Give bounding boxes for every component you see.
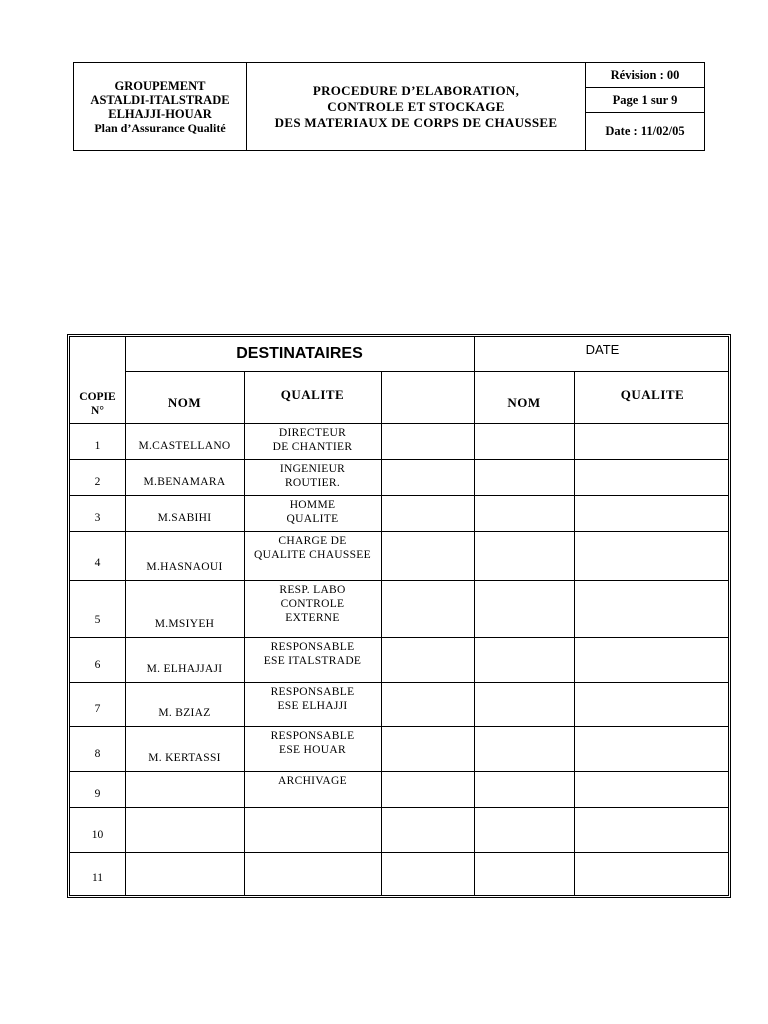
date-nom-header: NOM	[507, 395, 541, 410]
document-header	[73, 62, 705, 151]
copy-number: 1	[94, 440, 101, 452]
recipient-name: M. BZIAZ	[158, 707, 211, 719]
grid-line	[70, 807, 728, 808]
recipient-qualite	[244, 423, 381, 459]
qualite-line: RESPONSABLE	[270, 686, 355, 698]
qualite-line: ESE ITALSTRADE	[263, 655, 362, 667]
qualite-line: ARCHIVAGE	[278, 775, 347, 787]
organization-block	[74, 63, 247, 150]
qualite-line: QUALITE	[286, 513, 339, 525]
copy-number: 7	[94, 703, 101, 715]
recipient-name: M. KERTASSI	[148, 752, 221, 764]
copy-number: 6	[94, 659, 101, 671]
plan-label: Plan d’Assurance Qualité	[94, 120, 226, 135]
recipient-qualite	[244, 580, 381, 637]
qualite-line: DE CHANTIER	[272, 441, 353, 453]
recipient-name: M.SABIHI	[157, 512, 212, 524]
copy-number: 11	[91, 872, 104, 884]
revision-label: Révision : 00	[586, 63, 704, 88]
copy-number: 4	[94, 557, 101, 569]
copy-number: 8	[94, 748, 101, 760]
recipient-qualite	[244, 459, 381, 495]
recipient-qualite	[244, 682, 381, 726]
title-line: DES MATERIAUX DE CORPS DE CHAUSSEE	[274, 114, 558, 130]
qualite-line: INGENIEUR	[279, 463, 346, 475]
grid-line	[574, 371, 575, 895]
grid-line	[70, 852, 728, 853]
grid-line	[70, 771, 728, 772]
qualite-line: QUALITE CHAUSSEE	[254, 549, 371, 561]
page-label: Page 1 sur 9	[586, 88, 704, 113]
date-qualite-header: QUALITE	[620, 387, 685, 402]
recipient-qualite	[244, 495, 381, 531]
grid-line	[125, 371, 728, 372]
qualite-line: CHARGE DE	[278, 535, 347, 547]
recipient-name: M.HASNAOUI	[146, 561, 223, 573]
org-line: ASTALDI-ITALSTRADE	[90, 92, 230, 107]
recipient-qualite	[244, 531, 381, 580]
destinataires-title: DESTINATAIRES	[236, 345, 363, 362]
recipient-qualite	[244, 726, 381, 771]
recipient-name: M.MSIYEH	[154, 618, 215, 630]
grid-line	[381, 371, 382, 895]
title-line: CONTROLE ET STOCKAGE	[327, 98, 505, 114]
distribution-table	[67, 334, 731, 898]
org-line: GROUPEMENT	[114, 78, 206, 93]
qualite-line: CONTROLE	[280, 598, 345, 610]
qualite-header: QUALITE	[280, 387, 345, 402]
recipient-qualite	[244, 637, 381, 682]
copy-number: 2	[94, 476, 101, 488]
recipient-qualite	[244, 771, 381, 807]
date-label: Date : 11/02/05	[605, 124, 685, 138]
title-line: PROCEDURE D’ELABORATION,	[312, 82, 520, 98]
copy-number: 3	[94, 512, 101, 524]
qualite-line: DIRECTEUR	[278, 427, 347, 439]
copy-number: 10	[91, 829, 104, 841]
recipient-name: M.CASTELLANO	[138, 440, 231, 452]
document-meta	[586, 63, 704, 150]
nom-header: NOM	[167, 395, 202, 410]
grid-line	[474, 337, 475, 895]
qualite-line: ESE ELHAJJI	[277, 700, 348, 712]
copie-label: COPIE	[79, 391, 116, 403]
qualite-line: RESPONSABLE	[270, 641, 355, 653]
copie-header	[70, 371, 125, 423]
qualite-line: EXTERNE	[285, 612, 340, 624]
recipient-name: M. ELHAJJAJI	[146, 663, 223, 675]
qualite-line: ESE HOUAR	[279, 744, 346, 756]
copy-number: 9	[94, 788, 101, 800]
qualite-line: HOMME	[289, 499, 336, 511]
org-line: ELHAJJI-HOUAR	[108, 106, 212, 121]
date-title: DATE	[585, 342, 620, 357]
recipient-name: M.BENAMARA	[143, 476, 226, 488]
qualite-line: ROUTIER.	[284, 477, 341, 489]
copy-number: 5	[94, 614, 101, 626]
qualite-line: RESPONSABLE	[270, 730, 355, 742]
procedure-title	[247, 63, 586, 150]
qualite-line: RESP. LABO	[279, 584, 346, 596]
copie-number-label: N°	[91, 405, 104, 417]
